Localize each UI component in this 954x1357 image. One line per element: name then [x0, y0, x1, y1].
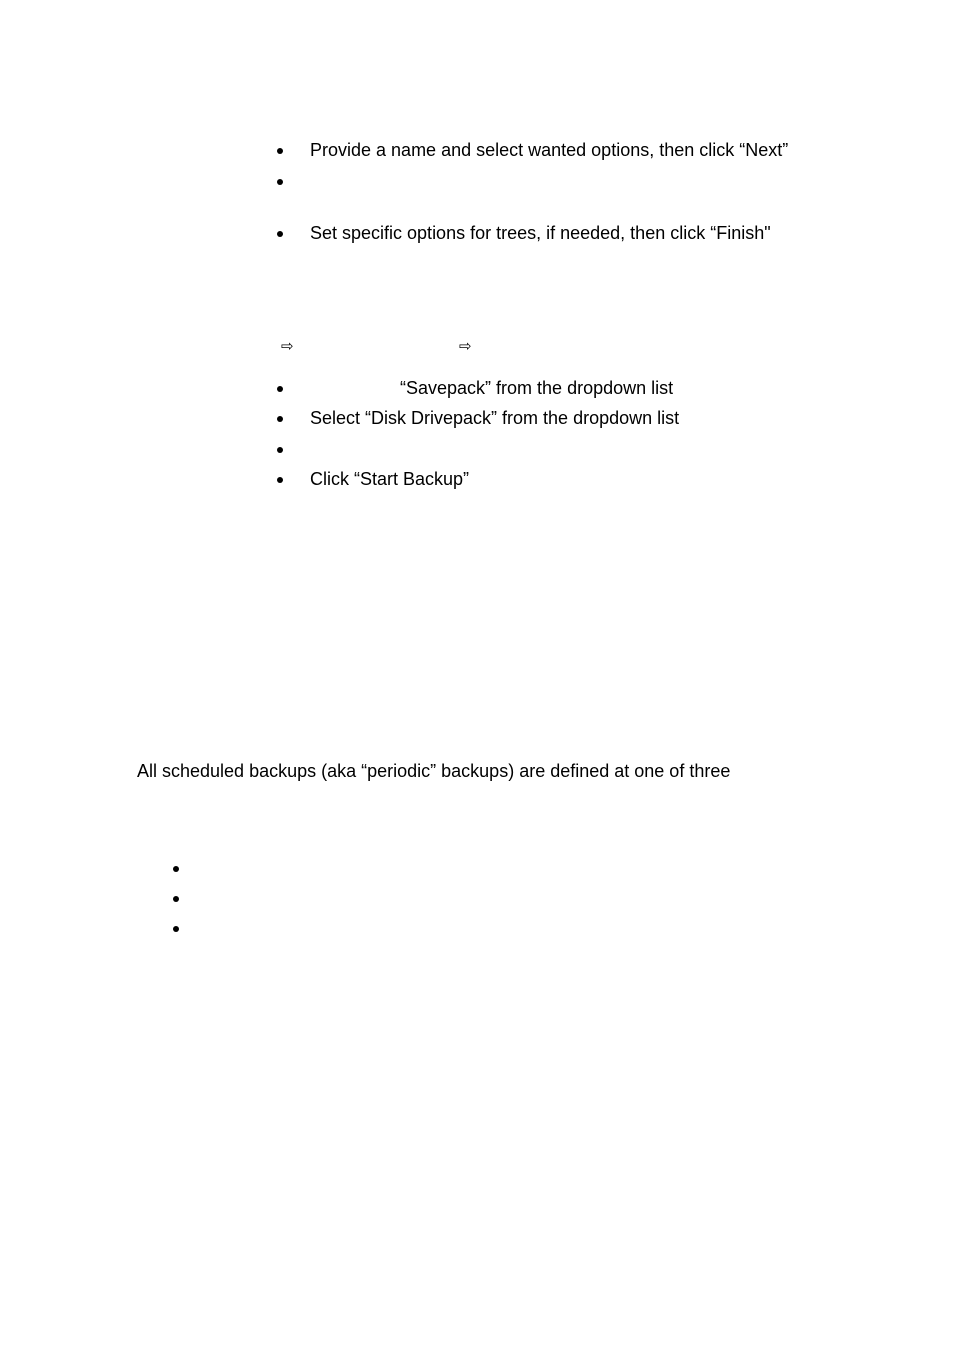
bullet-marker [277, 477, 283, 483]
bullet-marker [277, 416, 283, 422]
bullet-marker [277, 231, 283, 237]
list-item: Click “Start Backup” [310, 469, 470, 489]
list-item: Select “Disk Drivepack” from the dropdown list [310, 408, 680, 428]
bullet-marker [277, 179, 283, 185]
bullet-marker [277, 148, 283, 154]
list-item: “Savepack” from the dropdown list [400, 378, 674, 398]
list-item: Provide a name and select wanted options, then click “Next” [310, 140, 789, 160]
bullet-marker [277, 386, 283, 392]
bullet-marker [277, 447, 283, 453]
bullet-marker [173, 926, 179, 932]
bullet-marker [173, 866, 179, 872]
bullet-marker [173, 896, 179, 902]
body-paragraph: All scheduled backups (aka “periodic” backups) are defined at one of three [137, 761, 731, 781]
arrow-right-icon: ⇨ [459, 337, 472, 355]
list-item: Set specific options for trees, if needed, then click “Finish" [310, 223, 771, 243]
arrow-right-icon: ⇨ [281, 337, 294, 355]
